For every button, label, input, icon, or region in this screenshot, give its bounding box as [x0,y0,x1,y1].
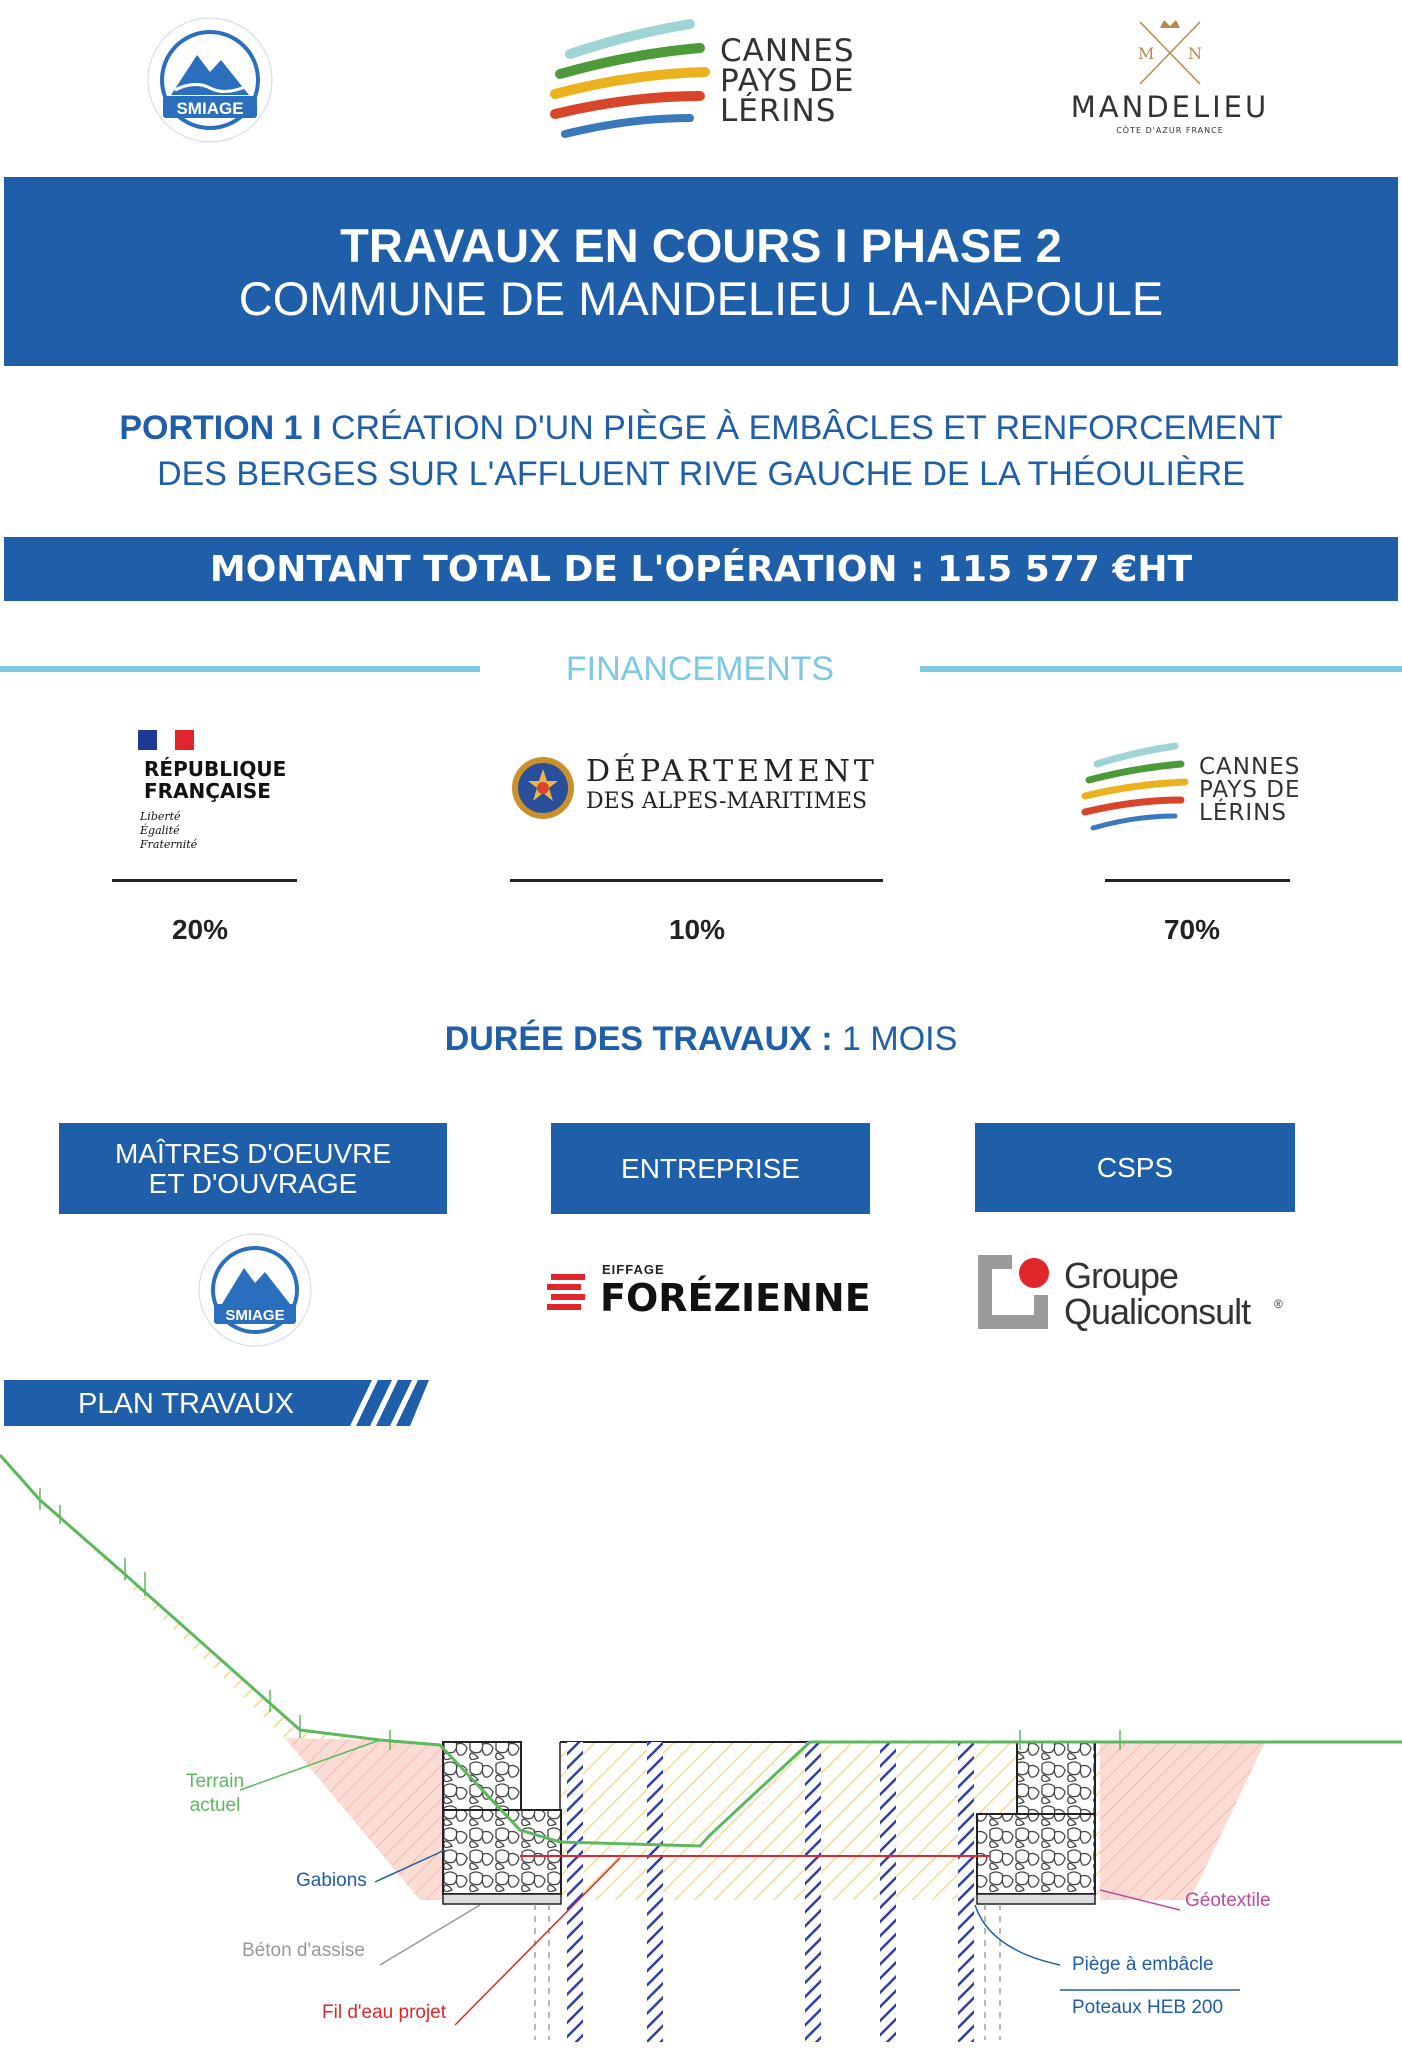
qualiconsult-registered: ® [1274,1297,1283,1311]
qualiconsult-logo [978,1255,1298,1335]
duree-value: 1 MOIS [842,1020,958,1058]
label-fil-eau: Fil d'eau projet [322,2002,447,2023]
montant-text: MONTANT TOTAL DE L'OPÉRATION : 115 577 €HT [209,549,1193,590]
smiage-small-name: SMIAGE [225,1307,285,1324]
financements-rule-right [920,666,1402,672]
departement-crest-icon [510,755,576,821]
marianne-flag-icon [138,730,194,750]
qualiconsult-mark-icon [978,1255,1050,1329]
label-piege-embacle: Piège à embâcle [1072,1954,1214,1975]
role-2-line1: ENTREPRISE [621,1152,800,1184]
duree-travaux [0,1020,1402,1059]
role-maitres-oeuvre [59,1123,447,1214]
mandelieu-name: MANDELIEU [1070,90,1270,124]
funder-percent-3: 70% [1163,914,1221,945]
cannes-logo-line1: CANNES [720,33,855,69]
eiffage-forezienne-logo [547,1262,877,1322]
mandelieu-logo [1060,14,1280,144]
label-terrain-actuel [165,1770,265,1818]
cannes-small-line3: LÉRINS [1199,800,1287,826]
mandelieu-monogram-m: M [1138,44,1155,63]
duree-label: DURÉE DES TRAVAUX : [444,1020,833,1058]
qualiconsult-line1: Groupe [1064,1255,1179,1296]
label-gabions: Gabions [296,1870,367,1891]
header-banner [4,177,1398,366]
role-csps [975,1123,1295,1212]
eiffage-main: FORÉZIENNE [600,1276,871,1320]
eiffage-stripes-icon [547,1272,591,1316]
rf-line2: FRANÇAISE [144,779,271,803]
role-1-line2: ET D'OUVRAGE [148,1167,358,1199]
departement-line2: DES ALPES-MARITIMES [586,789,868,814]
cannes-logo-line2: PAYS DE [720,63,855,99]
funder-percent-1: 20% [171,914,229,945]
label-terrain-2: actuel [189,1795,241,1816]
mandelieu-monogram-n: N [1188,44,1202,63]
montant-banner [4,537,1398,601]
label-beton-assise: Béton d'assise [242,1940,365,1961]
rf-line1: RÉPUBLIQUE [144,757,287,781]
rf-motto1: Liberté [140,810,181,823]
funder-divider-2 [510,879,883,882]
cannes-lerins-small-logo [1075,740,1315,840]
header-title: TRAVAUX EN COURS I PHASE 2 [340,219,1062,272]
cannes-logo-line3: LÉRINS [720,93,837,129]
funder-divider-3 [1105,879,1290,882]
rf-motto3: Fraternité [140,838,198,851]
cannes-small-line2: PAYS DE [1199,777,1301,803]
portion-text-2: DES BERGES SUR L'AFFLUENT RIVE GAUCHE DE LA THÉOULIÈRE [157,455,1245,493]
label-poteaux: Poteaux HEB 200 [1072,1997,1224,2018]
plan-travaux-header [4,1380,429,1426]
eiffage-top: EIFFAGE [602,1262,665,1277]
financements-title: FINANCEMENTS [565,650,835,688]
portion-text-1: CRÉATION D'UN PIÈGE À EMBÂCLES ET RENFORCEMENT [330,409,1283,447]
qualiconsult-line2: Qualiconsult [1064,1291,1251,1332]
portion-description [0,405,1402,497]
cannes-lerins-logo [540,14,860,144]
role-3-line1: CSPS [1096,1151,1174,1183]
departement-logo [510,755,890,825]
smiage-name: SMIAGE [176,99,244,118]
role-1-line1: MAÎTRES D'OEUVRE [114,1138,392,1170]
rf-motto2: Égalité [140,824,180,837]
label-geotextile: Géotextile [1185,1890,1271,1911]
role-entreprise [551,1123,870,1214]
funder-percent-2: 10% [668,914,726,945]
republique-francaise-logo [138,730,338,860]
financements-rule-left [0,666,480,672]
funder-divider-1 [112,879,297,882]
header-subtitle: COMMUNE DE MANDELIEU LA-NAPOULE [238,272,1164,325]
smiage-logo [135,10,285,150]
label-terrain-1: Terrain [185,1771,245,1792]
mandelieu-tagline: CÔTE D'AZUR FRANCE [1116,126,1224,135]
departement-line1: DÉPARTEMENT [586,754,878,789]
smiage-logo-small [190,1228,320,1353]
cannes-small-line1: CANNES [1199,754,1301,780]
plan-travaux-title: PLAN TRAVAUX [78,1388,294,1420]
portion-label: PORTION 1 I [119,409,322,447]
